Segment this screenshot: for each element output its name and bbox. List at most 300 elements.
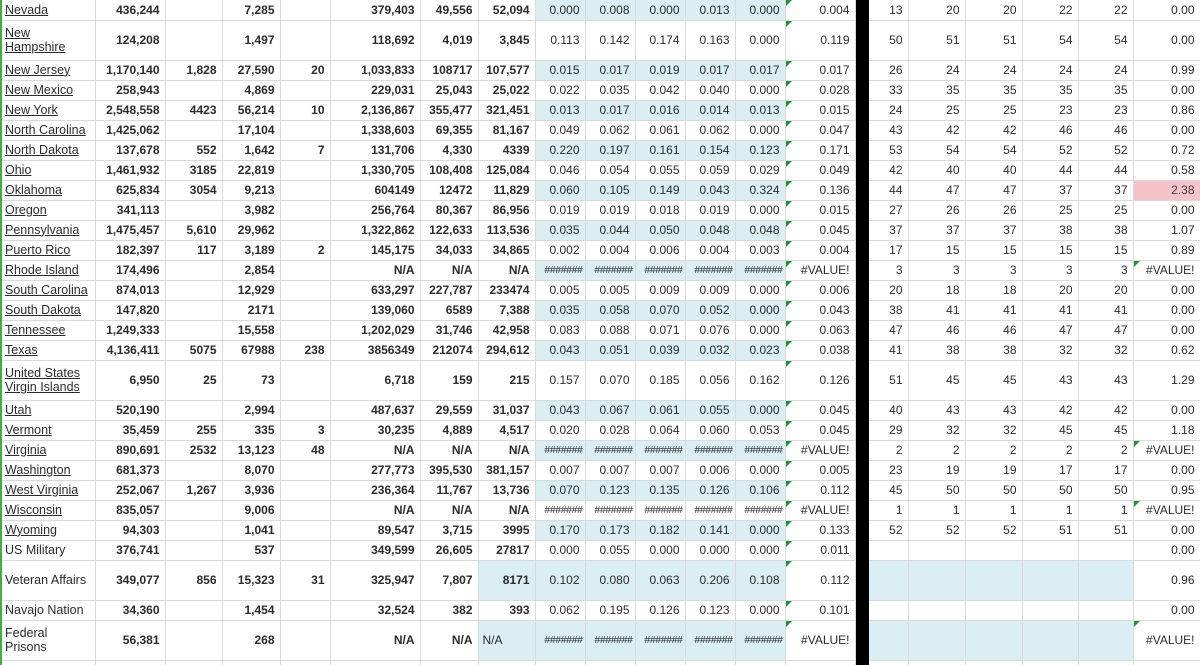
rank-cell[interactable]: 43 bbox=[1078, 360, 1133, 400]
ratio-cell[interactable]: 0.070 bbox=[535, 480, 585, 500]
ratio-cell[interactable]: 0.055 bbox=[635, 160, 685, 180]
value-cell[interactable] bbox=[280, 480, 330, 500]
ratio-cell[interactable]: 0.017 bbox=[585, 60, 635, 80]
state-cell[interactable] bbox=[0, 340, 95, 360]
ratio-cell[interactable]: 0.028 bbox=[585, 420, 635, 440]
rank-cell[interactable]: 33 bbox=[868, 80, 908, 100]
value-cell[interactable] bbox=[165, 540, 222, 560]
ratio-cell[interactable]: 0.017 bbox=[685, 60, 735, 80]
value-cell[interactable]: 25,043 bbox=[420, 80, 478, 100]
ratio-cell[interactable]: 0.055 bbox=[585, 540, 635, 560]
state-link[interactable]: New Hampshire bbox=[5, 25, 66, 54]
value-cell[interactable]: 277,773 bbox=[330, 460, 420, 480]
ratio-cell[interactable]: 0.061 bbox=[635, 120, 685, 140]
value-cell[interactable] bbox=[165, 620, 222, 660]
ratio-cell[interactable]: 0.056 bbox=[685, 360, 735, 400]
value-cell[interactable] bbox=[280, 200, 330, 220]
value-cell[interactable]: 4,330 bbox=[420, 140, 478, 160]
rank-cell[interactable]: 51 bbox=[1022, 520, 1078, 540]
result-cell[interactable]: 0.00 bbox=[1133, 80, 1200, 100]
value-cell[interactable]: 12,929 bbox=[222, 280, 280, 300]
state-link[interactable]: New York bbox=[5, 102, 58, 117]
ratio-cell[interactable]: 0.162 bbox=[735, 360, 785, 400]
value-cell[interactable]: 5,610 bbox=[165, 220, 222, 240]
ratio-cell[interactable]: 0.062 bbox=[685, 120, 735, 140]
value-cell[interactable]: 4,019 bbox=[420, 20, 478, 60]
value-cell[interactable]: 395,530 bbox=[420, 460, 478, 480]
avg-cell[interactable]: 0.005 bbox=[785, 460, 855, 480]
avg-cell[interactable]: 0.017 bbox=[785, 60, 855, 80]
value-cell[interactable]: 29,559 bbox=[420, 400, 478, 420]
ratio-cell[interactable]: 0.108 bbox=[735, 560, 785, 600]
value-cell[interactable]: 2171 bbox=[222, 300, 280, 320]
state-cell[interactable] bbox=[0, 20, 95, 60]
ratio-cell[interactable]: 0.019 bbox=[635, 60, 685, 80]
ratio-cell[interactable]: 0.123 bbox=[735, 140, 785, 160]
ratio-cell[interactable]: 0.174 bbox=[635, 20, 685, 60]
rank-cell[interactable]: 35 bbox=[908, 80, 965, 100]
ratio-cell[interactable]: 0.197 bbox=[585, 140, 635, 160]
value-cell[interactable]: 7 bbox=[280, 140, 330, 160]
rank-cell[interactable]: 38 bbox=[1022, 220, 1078, 240]
ratio-cell[interactable]: ####### bbox=[585, 440, 635, 460]
value-cell[interactable]: 4,136,411 bbox=[95, 340, 165, 360]
ratio-cell[interactable]: 0.070 bbox=[635, 300, 685, 320]
ratio-cell[interactable]: 0.017 bbox=[585, 100, 635, 120]
ratio-cell[interactable]: 0.018 bbox=[635, 200, 685, 220]
rank-cell[interactable]: 44 bbox=[1022, 160, 1078, 180]
value-cell[interactable]: 3,715 bbox=[420, 520, 478, 540]
value-cell[interactable]: 1,338,603 bbox=[330, 120, 420, 140]
rank-cell[interactable]: 52 bbox=[908, 520, 965, 540]
rank-cell[interactable]: 47 bbox=[908, 180, 965, 200]
value-cell[interactable]: 625,834 bbox=[95, 180, 165, 200]
rank-cell[interactable]: 40 bbox=[965, 160, 1022, 180]
empty-cell[interactable] bbox=[420, 660, 478, 665]
ratio-cell[interactable]: 0.060 bbox=[535, 180, 585, 200]
value-cell[interactable]: 874,013 bbox=[95, 280, 165, 300]
ratio-cell[interactable]: 0.006 bbox=[685, 460, 735, 480]
value-cell[interactable]: 12472 bbox=[420, 180, 478, 200]
state-link[interactable]: Wyoming bbox=[5, 522, 57, 537]
empty-cell[interactable] bbox=[330, 660, 420, 665]
value-cell[interactable]: 233474 bbox=[478, 280, 535, 300]
empty-cell[interactable] bbox=[222, 660, 280, 665]
ratio-cell[interactable]: 0.324 bbox=[735, 180, 785, 200]
state-link[interactable]: North Dakota bbox=[5, 142, 79, 157]
ratio-cell[interactable]: ####### bbox=[535, 440, 585, 460]
result-cell[interactable]: 0.00 bbox=[1133, 600, 1200, 620]
value-cell[interactable]: 25 bbox=[165, 360, 222, 400]
value-cell[interactable]: 26,605 bbox=[420, 540, 478, 560]
result-cell[interactable]: 0.96 bbox=[1133, 560, 1200, 600]
rank-cell[interactable] bbox=[1022, 540, 1078, 560]
rank-cell[interactable]: 3 bbox=[1022, 260, 1078, 280]
ratio-cell[interactable]: 0.000 bbox=[535, 0, 585, 20]
value-cell[interactable]: 255 bbox=[165, 420, 222, 440]
state-link[interactable]: Ohio bbox=[5, 162, 32, 177]
value-cell[interactable] bbox=[165, 520, 222, 540]
avg-cell[interactable]: 0.171 bbox=[785, 140, 855, 160]
value-cell[interactable]: 349,599 bbox=[330, 540, 420, 560]
value-cell[interactable]: 4,889 bbox=[420, 420, 478, 440]
value-cell[interactable]: 236,364 bbox=[330, 480, 420, 500]
rank-cell[interactable]: 51 bbox=[965, 20, 1022, 60]
state-link[interactable]: South Carolina bbox=[5, 282, 88, 297]
value-cell[interactable]: 256,764 bbox=[330, 200, 420, 220]
state-cell[interactable] bbox=[0, 480, 95, 500]
ratio-cell[interactable]: 0.035 bbox=[535, 220, 585, 240]
ratio-cell[interactable]: 0.000 bbox=[735, 400, 785, 420]
value-cell[interactable]: 487,637 bbox=[330, 400, 420, 420]
rank-cell[interactable]: 42 bbox=[1078, 400, 1133, 420]
state-link[interactable]: Tennessee bbox=[5, 322, 66, 337]
state-cell[interactable] bbox=[0, 220, 95, 240]
value-cell[interactable]: 117 bbox=[165, 240, 222, 260]
result-cell[interactable]: 0.00 bbox=[1133, 0, 1200, 20]
value-cell[interactable]: 145,175 bbox=[330, 240, 420, 260]
rank-cell[interactable]: 41 bbox=[908, 300, 965, 320]
ratio-cell[interactable]: 0.053 bbox=[735, 420, 785, 440]
value-cell[interactable]: 15,323 bbox=[222, 560, 280, 600]
rank-cell[interactable]: 42 bbox=[908, 120, 965, 140]
ratio-cell[interactable]: 0.000 bbox=[735, 300, 785, 320]
rank-cell[interactable]: 54 bbox=[1078, 20, 1133, 60]
rank-cell[interactable]: 32 bbox=[1022, 340, 1078, 360]
rank-cell[interactable]: 23 bbox=[1022, 100, 1078, 120]
value-cell[interactable]: 4339 bbox=[478, 140, 535, 160]
ratio-cell[interactable]: 0.170 bbox=[535, 520, 585, 540]
value-cell[interactable]: N/A bbox=[330, 620, 420, 660]
ratio-cell[interactable]: 0.043 bbox=[535, 340, 585, 360]
rank-cell[interactable]: 42 bbox=[965, 120, 1022, 140]
rank-cell[interactable] bbox=[1078, 540, 1133, 560]
value-cell[interactable]: 2 bbox=[280, 240, 330, 260]
value-cell[interactable]: N/A bbox=[330, 260, 420, 280]
rank-cell[interactable]: 25 bbox=[965, 100, 1022, 120]
rank-cell[interactable]: 18 bbox=[908, 280, 965, 300]
value-cell[interactable]: 1,425,062 bbox=[95, 120, 165, 140]
rank-cell[interactable]: 2 bbox=[908, 440, 965, 460]
state-cell[interactable] bbox=[0, 120, 95, 140]
value-cell[interactable]: 633,297 bbox=[330, 280, 420, 300]
ratio-cell[interactable]: ####### bbox=[735, 440, 785, 460]
rank-cell[interactable]: 44 bbox=[1078, 160, 1133, 180]
ratio-cell[interactable]: 0.032 bbox=[685, 340, 735, 360]
ratio-cell[interactable]: ####### bbox=[685, 440, 735, 460]
value-cell[interactable] bbox=[165, 80, 222, 100]
ratio-cell[interactable]: 0.016 bbox=[635, 100, 685, 120]
ratio-cell[interactable]: 0.173 bbox=[585, 520, 635, 540]
state-cell[interactable] bbox=[0, 400, 95, 420]
rank-cell[interactable]: 24 bbox=[1022, 60, 1078, 80]
value-cell[interactable]: 890,691 bbox=[95, 440, 165, 460]
ratio-cell[interactable]: 0.157 bbox=[535, 360, 585, 400]
value-cell[interactable]: 48 bbox=[280, 440, 330, 460]
result-cell[interactable]: 0.00 bbox=[1133, 280, 1200, 300]
ratio-cell[interactable]: 0.000 bbox=[735, 600, 785, 620]
ratio-cell[interactable]: ####### bbox=[735, 260, 785, 280]
result-cell[interactable]: #VALUE! bbox=[1133, 500, 1200, 520]
value-cell[interactable]: 355,477 bbox=[420, 100, 478, 120]
empty-cell[interactable] bbox=[535, 660, 585, 665]
value-cell[interactable]: 349,077 bbox=[95, 560, 165, 600]
rank-cell[interactable]: 46 bbox=[1078, 120, 1133, 140]
ratio-cell[interactable]: 0.161 bbox=[635, 140, 685, 160]
value-cell[interactable]: 15,558 bbox=[222, 320, 280, 340]
ratio-cell[interactable]: 0.000 bbox=[735, 80, 785, 100]
ratio-cell[interactable]: 0.017 bbox=[735, 60, 785, 80]
state-cell[interactable] bbox=[0, 260, 95, 280]
ratio-cell[interactable]: 0.014 bbox=[685, 100, 735, 120]
ratio-cell[interactable]: 0.135 bbox=[635, 480, 685, 500]
ratio-cell[interactable]: 0.063 bbox=[635, 560, 685, 600]
rank-cell[interactable]: 54 bbox=[908, 140, 965, 160]
empty-cell[interactable] bbox=[280, 660, 330, 665]
rank-cell[interactable]: 20 bbox=[908, 0, 965, 20]
rank-cell[interactable]: 15 bbox=[1078, 240, 1133, 260]
avg-cell[interactable]: 0.011 bbox=[785, 540, 855, 560]
rank-cell[interactable]: 1 bbox=[1022, 500, 1078, 520]
rank-cell[interactable]: 42 bbox=[868, 160, 908, 180]
avg-cell[interactable]: #VALUE! bbox=[785, 620, 855, 660]
value-cell[interactable]: 89,547 bbox=[330, 520, 420, 540]
ratio-cell[interactable]: 0.071 bbox=[635, 320, 685, 340]
avg-cell[interactable]: 0.119 bbox=[785, 20, 855, 60]
ratio-cell[interactable]: 0.039 bbox=[635, 340, 685, 360]
value-cell[interactable]: 604149 bbox=[330, 180, 420, 200]
value-cell[interactable]: 86,956 bbox=[478, 200, 535, 220]
rank-cell[interactable]: 47 bbox=[1078, 320, 1133, 340]
state-link[interactable]: Nevada bbox=[5, 2, 49, 17]
value-cell[interactable]: 5075 bbox=[165, 340, 222, 360]
value-cell[interactable]: 137,678 bbox=[95, 140, 165, 160]
ratio-cell[interactable]: 0.141 bbox=[685, 520, 735, 540]
rank-cell[interactable]: 38 bbox=[868, 300, 908, 320]
value-cell[interactable]: 436,244 bbox=[95, 0, 165, 20]
value-cell[interactable]: N/A bbox=[330, 500, 420, 520]
value-cell[interactable]: 252,067 bbox=[95, 480, 165, 500]
value-cell[interactable] bbox=[280, 80, 330, 100]
empty-cell[interactable] bbox=[95, 660, 165, 665]
result-cell[interactable]: 0.00 bbox=[1133, 120, 1200, 140]
value-cell[interactable]: 1,041 bbox=[222, 520, 280, 540]
value-cell[interactable]: 335 bbox=[222, 420, 280, 440]
result-cell[interactable]: 0.00 bbox=[1133, 460, 1200, 480]
rank-cell[interactable]: 38 bbox=[965, 340, 1022, 360]
value-cell[interactable]: 34,360 bbox=[95, 600, 165, 620]
value-cell[interactable]: 2,994 bbox=[222, 400, 280, 420]
value-cell[interactable]: 382 bbox=[420, 600, 478, 620]
ratio-cell[interactable]: 0.042 bbox=[635, 80, 685, 100]
value-cell[interactable]: 9,006 bbox=[222, 500, 280, 520]
value-cell[interactable]: 856 bbox=[165, 560, 222, 600]
result-cell[interactable]: 0.00 bbox=[1133, 400, 1200, 420]
avg-cell[interactable]: 0.049 bbox=[785, 160, 855, 180]
state-cell[interactable] bbox=[0, 240, 95, 260]
rank-cell[interactable]: 20 bbox=[868, 280, 908, 300]
ratio-cell[interactable]: 0.035 bbox=[585, 80, 635, 100]
state-link[interactable]: Utah bbox=[5, 402, 32, 417]
ratio-cell[interactable]: 0.060 bbox=[685, 420, 735, 440]
ratio-cell[interactable]: 0.000 bbox=[535, 540, 585, 560]
rank-cell[interactable]: 51 bbox=[868, 360, 908, 400]
ratio-cell[interactable]: 0.005 bbox=[535, 280, 585, 300]
ratio-cell[interactable]: ####### bbox=[685, 500, 735, 520]
value-cell[interactable]: 3,189 bbox=[222, 240, 280, 260]
rank-cell[interactable]: 54 bbox=[1022, 20, 1078, 60]
avg-cell[interactable]: 0.004 bbox=[785, 0, 855, 20]
ratio-cell[interactable]: 0.007 bbox=[535, 460, 585, 480]
result-cell[interactable]: 0.00 bbox=[1133, 300, 1200, 320]
rank-cell[interactable] bbox=[1022, 560, 1078, 600]
rank-cell[interactable] bbox=[1078, 620, 1133, 660]
ratio-cell[interactable]: 0.015 bbox=[535, 60, 585, 80]
value-cell[interactable] bbox=[165, 200, 222, 220]
value-cell[interactable] bbox=[280, 460, 330, 480]
value-cell[interactable] bbox=[165, 500, 222, 520]
ratio-cell[interactable]: 0.048 bbox=[685, 220, 735, 240]
value-cell[interactable]: 17,104 bbox=[222, 120, 280, 140]
rank-cell[interactable] bbox=[965, 540, 1022, 560]
ratio-cell[interactable]: 0.000 bbox=[735, 20, 785, 60]
ratio-cell[interactable]: 0.000 bbox=[735, 0, 785, 20]
state-cell[interactable] bbox=[0, 440, 95, 460]
rank-cell[interactable]: 41 bbox=[1022, 300, 1078, 320]
value-cell[interactable] bbox=[280, 20, 330, 60]
value-cell[interactable] bbox=[165, 600, 222, 620]
value-cell[interactable] bbox=[165, 400, 222, 420]
ratio-cell[interactable]: 0.080 bbox=[585, 560, 635, 600]
avg-cell[interactable]: 0.006 bbox=[785, 280, 855, 300]
rank-cell[interactable]: 2 bbox=[1078, 440, 1133, 460]
rank-cell[interactable]: 25 bbox=[1022, 200, 1078, 220]
ratio-cell[interactable]: ####### bbox=[585, 500, 635, 520]
value-cell[interactable]: 122,633 bbox=[420, 220, 478, 240]
rank-cell[interactable]: 45 bbox=[908, 360, 965, 400]
value-cell[interactable]: 56,381 bbox=[95, 620, 165, 660]
state-cell[interactable] bbox=[0, 60, 95, 80]
value-cell[interactable]: 379,403 bbox=[330, 0, 420, 20]
value-cell[interactable]: 22,819 bbox=[222, 160, 280, 180]
ratio-cell[interactable]: 0.054 bbox=[585, 160, 635, 180]
avg-cell[interactable]: #VALUE! bbox=[785, 500, 855, 520]
state-link[interactable]: West Virginia bbox=[5, 482, 79, 497]
value-cell[interactable]: 2,548,558 bbox=[95, 100, 165, 120]
value-cell[interactable]: 9,213 bbox=[222, 180, 280, 200]
empty-cell[interactable] bbox=[965, 660, 1022, 665]
value-cell[interactable]: 7,807 bbox=[420, 560, 478, 600]
rank-cell[interactable]: 45 bbox=[965, 360, 1022, 400]
rank-cell[interactable] bbox=[908, 540, 965, 560]
value-cell[interactable]: 81,167 bbox=[478, 120, 535, 140]
rank-cell[interactable]: 22 bbox=[1078, 0, 1133, 20]
ratio-cell[interactable]: 0.007 bbox=[635, 460, 685, 480]
rank-cell[interactable]: 37 bbox=[868, 220, 908, 240]
rank-cell[interactable] bbox=[908, 600, 965, 620]
state-cell[interactable] bbox=[0, 300, 95, 320]
rank-cell[interactable]: 37 bbox=[1078, 180, 1133, 200]
rank-cell[interactable]: 15 bbox=[908, 240, 965, 260]
value-cell[interactable]: 212074 bbox=[420, 340, 478, 360]
value-cell[interactable]: 49,556 bbox=[420, 0, 478, 20]
value-cell[interactable]: 67988 bbox=[222, 340, 280, 360]
rank-cell[interactable]: 35 bbox=[965, 80, 1022, 100]
rank-cell[interactable]: 1 bbox=[908, 500, 965, 520]
value-cell[interactable]: 118,692 bbox=[330, 20, 420, 60]
value-cell[interactable]: 35,459 bbox=[95, 420, 165, 440]
ratio-cell[interactable]: 0.000 bbox=[735, 200, 785, 220]
value-cell[interactable] bbox=[165, 300, 222, 320]
ratio-cell[interactable]: 0.020 bbox=[535, 420, 585, 440]
rank-cell[interactable]: 24 bbox=[908, 60, 965, 80]
value-cell[interactable]: N/A bbox=[478, 440, 535, 460]
value-cell[interactable]: 835,057 bbox=[95, 500, 165, 520]
value-cell[interactable] bbox=[165, 20, 222, 60]
value-cell[interactable]: 31,037 bbox=[478, 400, 535, 420]
rank-cell[interactable]: 24 bbox=[1078, 60, 1133, 80]
rank-cell[interactable]: 15 bbox=[965, 240, 1022, 260]
state-cell[interactable] bbox=[0, 560, 95, 600]
value-cell[interactable]: 108717 bbox=[420, 60, 478, 80]
avg-cell[interactable]: 0.004 bbox=[785, 240, 855, 260]
ratio-cell[interactable]: 0.043 bbox=[535, 400, 585, 420]
value-cell[interactable]: 42,958 bbox=[478, 320, 535, 340]
rank-cell[interactable]: 25 bbox=[908, 100, 965, 120]
avg-cell[interactable]: 0.028 bbox=[785, 80, 855, 100]
value-cell[interactable]: 1,202,029 bbox=[330, 320, 420, 340]
empty-cell[interactable] bbox=[735, 660, 785, 665]
ratio-cell[interactable]: 0.142 bbox=[585, 20, 635, 60]
ratio-cell[interactable]: 0.055 bbox=[685, 400, 735, 420]
rank-cell[interactable]: 3 bbox=[868, 260, 908, 280]
value-cell[interactable]: 4,869 bbox=[222, 80, 280, 100]
rank-cell[interactable]: 20 bbox=[965, 0, 1022, 20]
rank-cell[interactable]: 45 bbox=[1022, 420, 1078, 440]
result-cell[interactable]: 1.29 bbox=[1133, 360, 1200, 400]
ratio-cell[interactable]: 0.062 bbox=[585, 120, 635, 140]
avg-cell[interactable]: 0.136 bbox=[785, 180, 855, 200]
value-cell[interactable]: 2,854 bbox=[222, 260, 280, 280]
value-cell[interactable]: N/A bbox=[478, 500, 535, 520]
result-cell[interactable]: #VALUE! bbox=[1133, 620, 1200, 660]
state-cell[interactable] bbox=[0, 280, 95, 300]
ratio-cell[interactable]: 0.050 bbox=[635, 220, 685, 240]
value-cell[interactable]: 30,235 bbox=[330, 420, 420, 440]
result-cell[interactable]: 1.18 bbox=[1133, 420, 1200, 440]
ratio-cell[interactable]: 0.009 bbox=[685, 280, 735, 300]
rank-cell[interactable]: 50 bbox=[1022, 480, 1078, 500]
result-cell[interactable]: #VALUE! bbox=[1133, 440, 1200, 460]
state-cell[interactable] bbox=[0, 140, 95, 160]
value-cell[interactable]: 294,612 bbox=[478, 340, 535, 360]
rank-cell[interactable] bbox=[1078, 560, 1133, 600]
value-cell[interactable]: 147,820 bbox=[95, 300, 165, 320]
state-cell[interactable] bbox=[0, 360, 95, 400]
rank-cell[interactable]: 29 bbox=[868, 420, 908, 440]
state-cell[interactable] bbox=[0, 420, 95, 440]
ratio-cell[interactable]: 0.002 bbox=[535, 240, 585, 260]
result-cell[interactable]: 0.99 bbox=[1133, 60, 1200, 80]
ratio-cell[interactable]: ####### bbox=[635, 260, 685, 280]
rank-cell[interactable]: 26 bbox=[965, 200, 1022, 220]
ratio-cell[interactable]: 0.008 bbox=[585, 0, 635, 20]
value-cell[interactable]: 7,285 bbox=[222, 0, 280, 20]
state-link[interactable]: Puerto Rico bbox=[5, 242, 71, 257]
avg-cell[interactable]: 0.101 bbox=[785, 600, 855, 620]
ratio-cell[interactable]: 0.000 bbox=[735, 120, 785, 140]
state-link[interactable]: Wisconsin bbox=[5, 502, 62, 517]
